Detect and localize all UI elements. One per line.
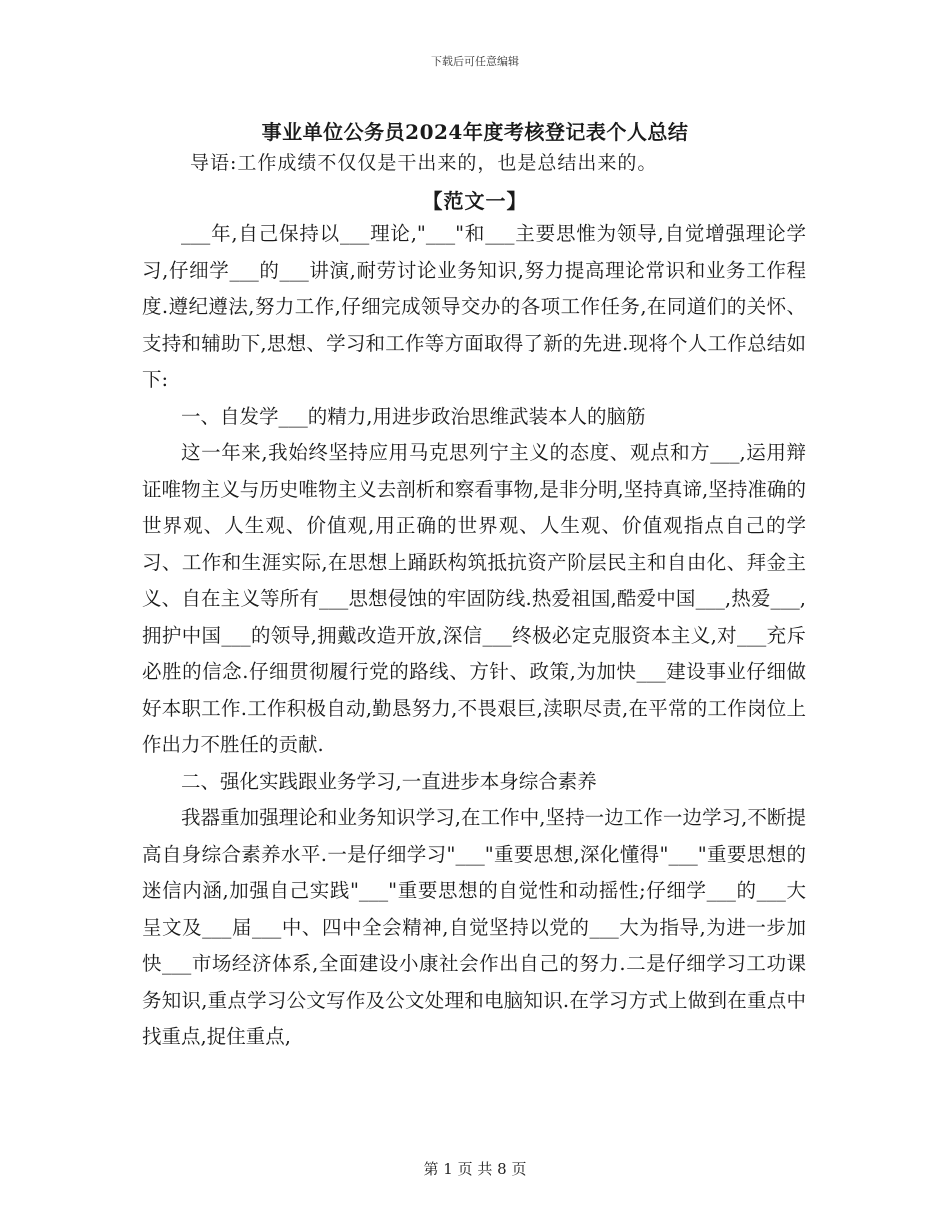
paragraph-opening: ___年,自己保持以___理论,"___"和___主要思惟为领导,自觉增强理论学习,仔细学___的___讲演,耐劳讨论业务知识,努力提高理论常识和业务工作程度.遵纪遵法,努力工作,仔细完成领导交办的各项工作任务,在同道们的关怀、支持和辅助下,思想、学习和工作等方面取得了新的先进.现将个人工作总结如下: — [142, 222, 806, 391]
paragraph-body-one: 这一年来,我始终坚持应用马克思列宁主义的态度、观点和方___,运用辩证唯物主义与历史唯物主义去剖析和察看事物,是非分明,坚持真谛,坚持准确的世界观、人生观、价值观,用正确的世界观、人生观、价值观指点自己的学习、工作和生涯实际,在思想上踊跃构筑抵抗资产阶层民主和自由化、拜金主义、自在主义等所有___思想侵蚀的牢固防线.热爱祖国,酷爱中国___,热爱___,拥护中国___的领导,拥戴改造开放,深信___终极必定克服资本主义,对___充斥必胜的信念.仔细贯彻履行党的路线、方针、政策,为加快___建设事业仔细做好本职工作.工作积极自动,勤恳努力,不畏艰巨,渎职尽责,在平常的工作岗位上作出力不胜任的贡献. — [142, 441, 806, 756]
document-title: 事业单位公务员2024年度考核登记表个人总结 — [261, 120, 689, 144]
document-body — [142, 216, 806, 1056]
paragraph-heading-two: 二、强化实践跟业务学习,一直进步本身综合素养 — [181, 769, 597, 793]
section-heading: 【范文一】 — [422, 189, 528, 213]
page-header-note: 下载后可任意编辑 — [431, 55, 519, 68]
paragraph-heading-one: 一、自发学___的精力,用进步政治思维武装本人的脑筋 — [181, 404, 646, 428]
paragraph-body-two: 我器重加强理论和业务知识学习,在工作中,坚持一边工作一边学习,不断提高自身综合素养水平.一是仔细学习"___"重要思想,深化懂得"___"重要思想的迷信内涵,加强自己实践"___"重要思想的自觉性和动摇性;仔细学___的___大呈文及___届___中、四中全会精神,自觉坚持以党的___大为指导,为进一步加快___市场经济体系,全面建设小康社会作出自己的努力.二是仔细学习工功课务知识,重点学习公文写作及公文处理和电脑知识.在学习方式上做到在重点中找重点,捉住重点, — [142, 806, 806, 1048]
document-intro: 导语:工作成绩不仅仅是干出来的，也是总结出来的。 — [190, 152, 658, 174]
page-footer: 第 1 页 共 8 页 — [423, 1160, 527, 1178]
